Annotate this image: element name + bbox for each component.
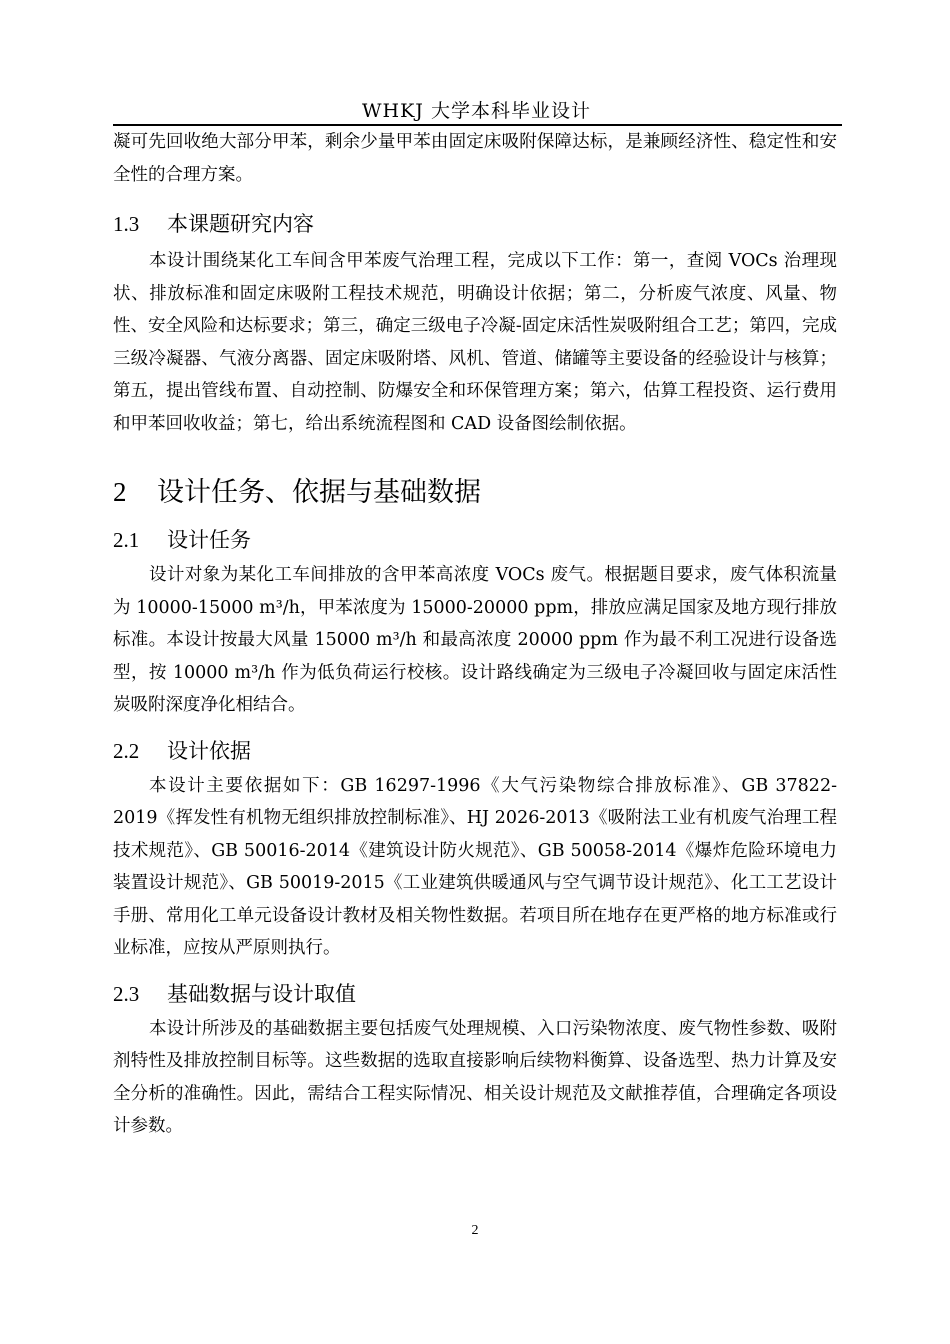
- section-heading-2-2: [113, 736, 837, 766]
- page-number: 2: [471, 1223, 479, 1238]
- section-title: 设计任务: [167, 528, 251, 552]
- section-number: 1.3: [113, 212, 140, 236]
- section-2-3-paragraph: 本设计所涉及的基础数据主要包括废气处理规模、入口污染物浓度、废气物性参数、吸附剂特性及排放控制目标等。这些数据的选取直接影响后续物料衡算、设备选型、热力计算及安全分析的准确性。因此，需结合工程实际情况、相关设计规范及文献推荐值，合理确定各项设计参数。: [113, 1018, 837, 1136]
- section-title: 本课题研究内容: [167, 212, 314, 236]
- section-title: 基础数据与设计取值: [167, 981, 356, 1006]
- page-header: WHKJ 大学本科毕业设计: [362, 100, 591, 122]
- section-heading-2-3: [113, 979, 837, 1009]
- page-body: [113, 126, 837, 1143]
- section-number: 2.2: [113, 738, 140, 763]
- chapter-heading-2: [113, 474, 837, 511]
- section-2-2-paragraph: 本设计主要依据如下：GB 16297-1996《大气污染物综合排放标准》、GB 37822-2019《挥发性有机物无组织排放控制标准》、HJ 2026-2013《吸附法工业有机废气治理工程技术规范》、GB 50016-2014《建筑设计防火规范》、GB 50058-2014《爆炸危险环境电力装置设计规范》、GB 50019-2015《工业建筑供暖通风与空气调节设计规范》、化工工艺设计手册、常用化工单元设备设计教材及相关物性数据。若项目所在地存在更严格的地方标准或行业标准，应按从严原则执行。: [113, 775, 837, 958]
- continuation-paragraph: 凝可先回收绝大部分甲苯，剩余少量甲苯由固定床吸附保障达标，是兼顾经济性、稳定性和安全性的合理方案。: [113, 132, 837, 185]
- section-title: 设计依据: [167, 738, 251, 763]
- section-heading-1-3: [113, 209, 837, 239]
- chapter-title: 设计任务、依据与基础数据: [157, 477, 481, 508]
- chapter-number: 2: [113, 477, 127, 507]
- section-heading-2-1: [113, 525, 837, 555]
- section-number: 2.1: [113, 528, 140, 552]
- section-1-3-paragraph: 本设计围绕某化工车间含甲苯废气治理工程，完成以下工作：第一，查阅 VOCs 治理现状、排放标准和固定床吸附工程技术规范，明确设计依据；第二，分析废气浓度、风量、物性、安全风险和达标要求；第三，确定三级电子冷凝-固定床活性炭吸附组合工艺；第四，完成三级冷凝器、气液分离器、固定床吸附塔、风机、管道、储罐等主要设备的经验设计与核算；第五，提出管线布置、自动控制、防爆安全和环保管理方案；第六，估算工程投资、运行费用和甲苯回收收益；第七，给出系统流程图和 CAD 设备图绘制依据。: [113, 251, 837, 434]
- section-2-1-paragraph: 设计对象为某化工车间排放的含甲苯高浓度 VOCs 废气。根据题目要求，废气体积流量为 10000-15000 m³/h，甲苯浓度为 15000-20000 ppm，排放应满足国家及地方现行排放标准。本设计按最大风量 15000 m³/h 和最高浓度 20000 ppm 作为最不利工况进行设备选型，按 10000 m³/h 作为低负荷运行校核。设计路线确定为三级电子冷凝回收与固定床活性炭吸附深度净化相结合。: [113, 565, 837, 715]
- section-number: 2.3: [113, 981, 140, 1006]
